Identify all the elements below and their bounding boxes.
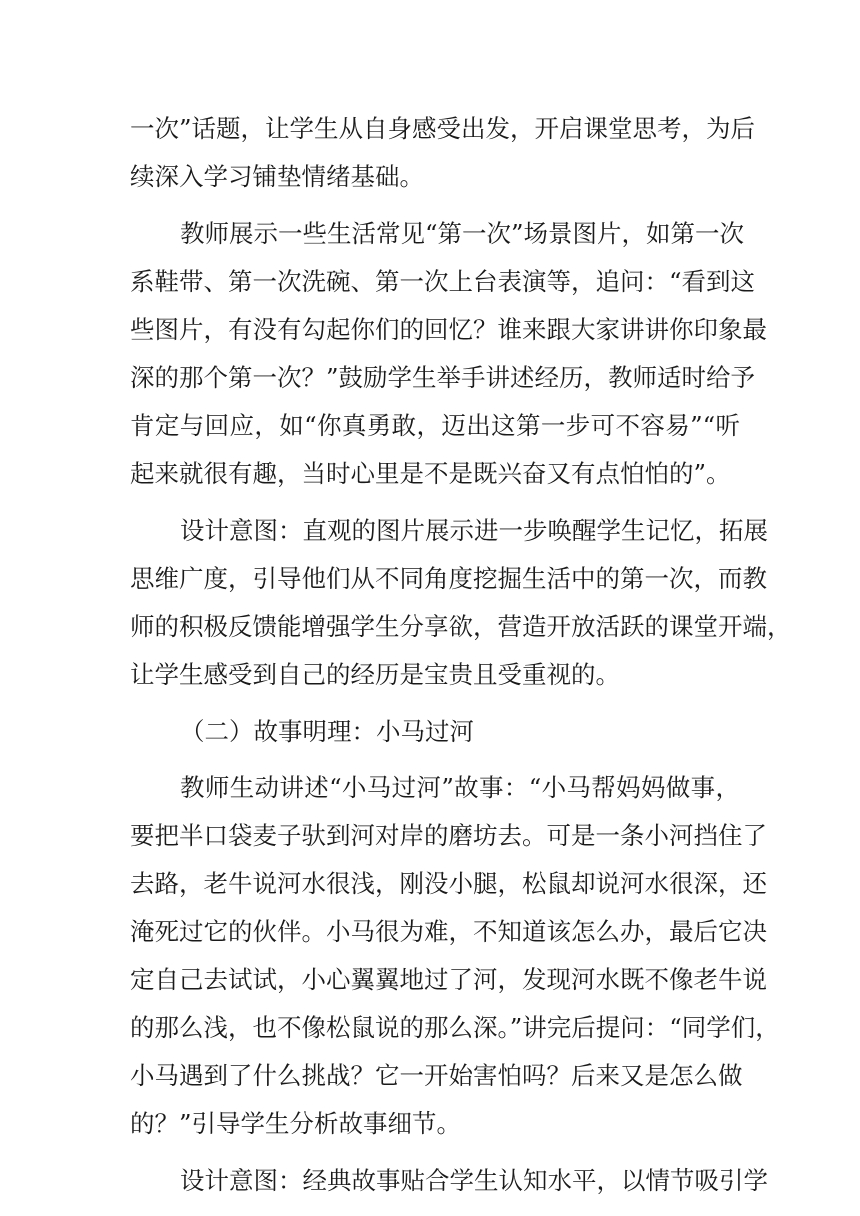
paragraph-first-line: 设计意图：经典故事贴合学生认知水平，以情节吸引学 <box>180 1166 768 1195</box>
paragraph-first-line: 设计意图：直观的图片展示进一步唤醒学生记忆，拓展 <box>180 516 768 545</box>
text-line: 要把半口袋麦子驮到河对岸的磨坊去。可是一条小河挡住了 <box>130 821 767 850</box>
text-line: 起来就很有趣，当时心里是不是既兴奋又有点怕怕的”。 <box>130 459 731 488</box>
text-line: 些图片，有没有勾起你们的回忆？谁来跟大家讲讲你印象最 <box>130 315 767 344</box>
text-line: 的那么浅，也不像松鼠说的那么深。”讲完后提问：“同学们， <box>130 1013 780 1042</box>
text-line: 定自己去试试，小心翼翼地过了河，发现河水既不像老牛说 <box>130 965 767 994</box>
text-line: 思维广度，引导他们从不同角度挖掘生活中的第一次，而教 <box>130 564 767 593</box>
paragraph-first-line: 教师生动讲述“小马过河”故事：“小马帮妈妈做事， <box>180 773 740 802</box>
text-line: 小马遇到了什么挑战？它一开始害怕吗？后来又是怎么做 <box>130 1061 743 1090</box>
text-line: 淹死过它的伙伴。小马很为难，不知道该怎么办，最后它决 <box>130 917 767 946</box>
text-line: 去路，老牛说河水很浅，刚没小腿，松鼠却说河水很深，还 <box>130 869 767 898</box>
text-line: 师的积极反馈能增强学生分享欲，营造开放活跃的课堂开端， <box>130 612 792 641</box>
text-line: 深的那个第一次？”鼓励学生举手讲述经历，教师适时给予 <box>130 363 756 392</box>
text-line: 肯定与回应，如“你真勇敢，迈出这第一步可不容易”“听 <box>130 411 740 440</box>
section-heading: （二）故事明理：小马过河 <box>180 717 474 746</box>
text-line: 的？”引导学生分析故事细节。 <box>130 1109 462 1138</box>
text-line: 让学生感受到自己的经历是宝贵且受重视的。 <box>130 660 620 689</box>
paragraph-first-line: 教师展示一些生活常见“第一次”场景图片，如第一次 <box>180 219 745 248</box>
text-line: 续深入学习铺垫情绪基础。 <box>130 162 424 191</box>
text-line: 一次”话题，让学生从自身感受出发，开启课堂思考，为后 <box>130 114 756 143</box>
text-line: 系鞋带、第一次洗碗、第一次上台表演等，追问：“看到这 <box>130 267 756 296</box>
